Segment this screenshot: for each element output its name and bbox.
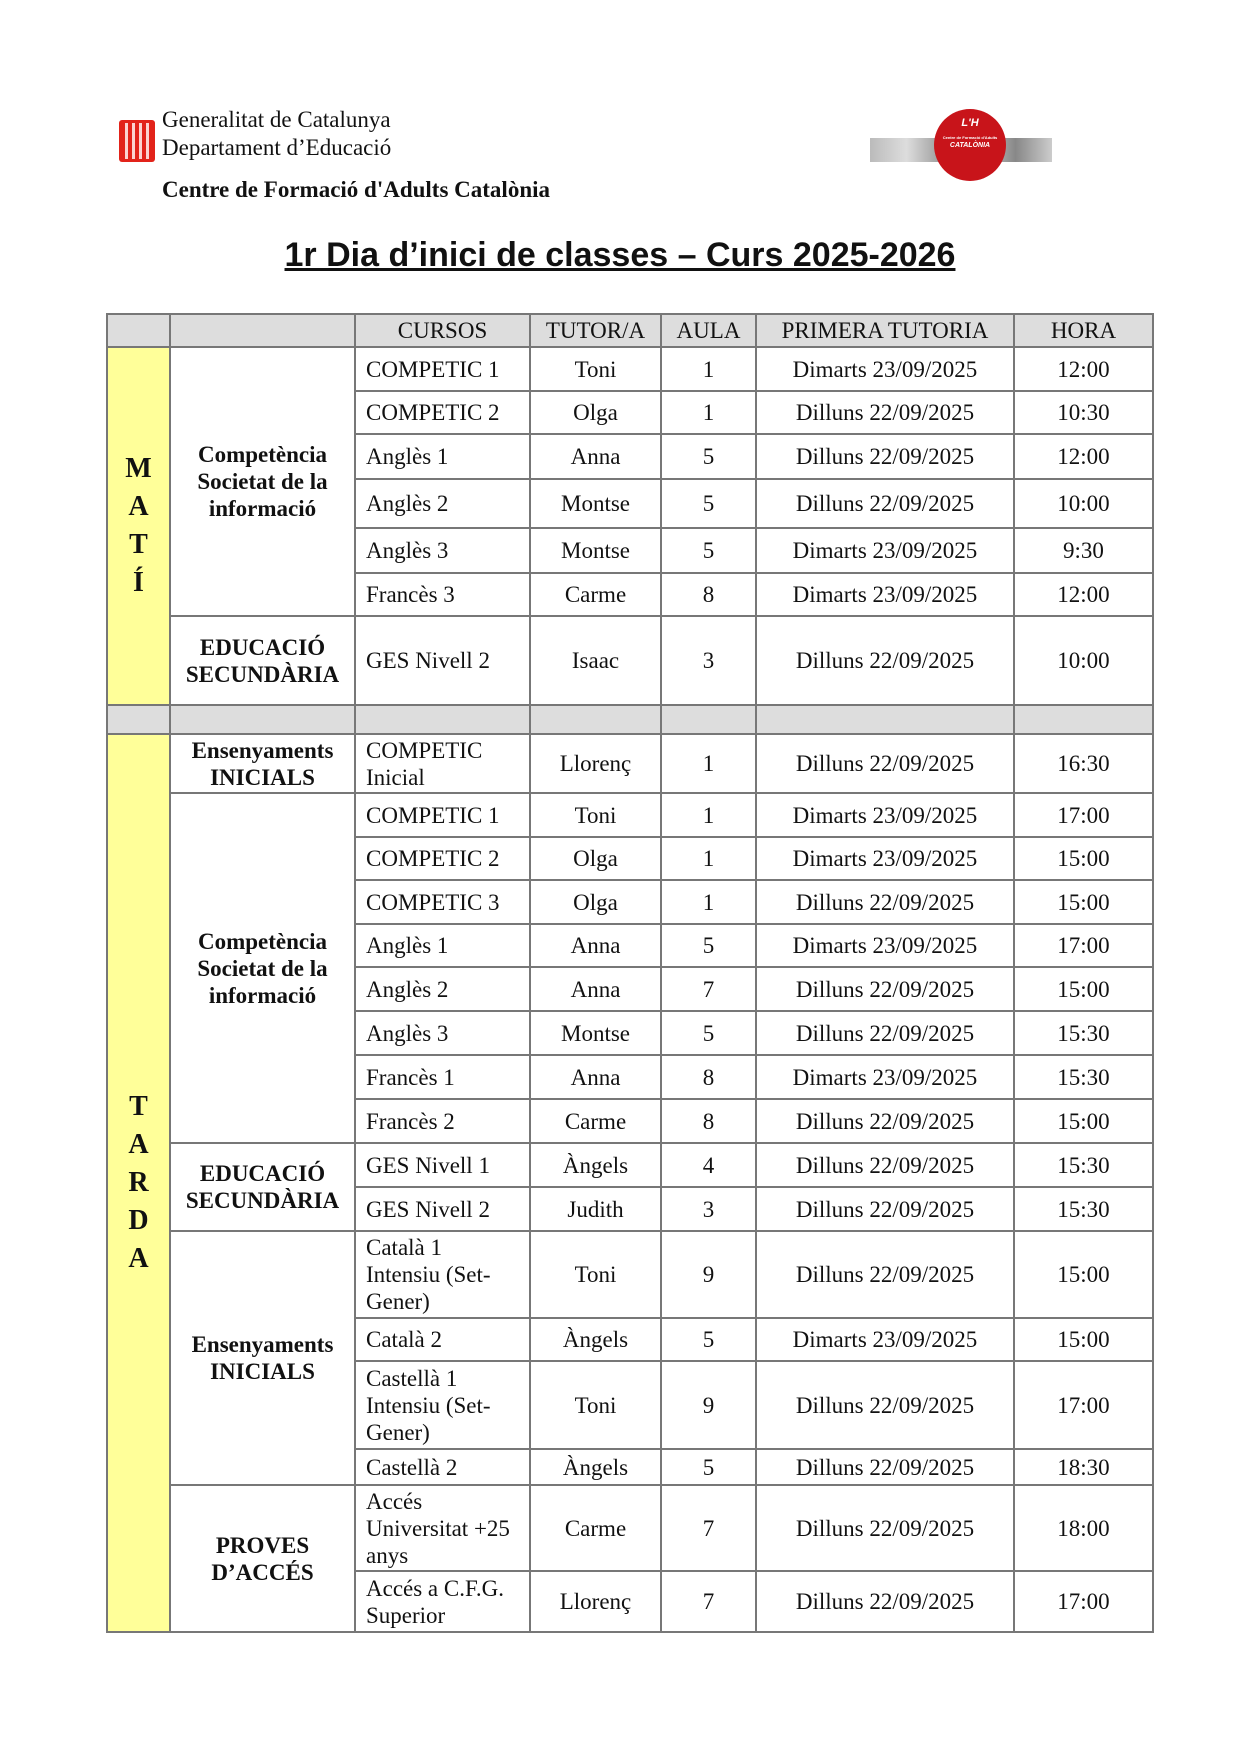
time-cell: 15:00 [1014, 880, 1153, 924]
date-cell: Dilluns 22/09/2025 [756, 1143, 1014, 1187]
date-cell: Dilluns 22/09/2025 [756, 1231, 1014, 1318]
aula-cell: 7 [661, 967, 756, 1011]
course-cell: GES Nivell 2 [355, 616, 530, 705]
header-primera-tutoria: PRIMERA TUTORIA [756, 314, 1014, 347]
tutor-cell: Olga [530, 880, 661, 924]
aula-cell: 5 [661, 1449, 756, 1485]
table-row [107, 1231, 1153, 1318]
separator-cell [1014, 705, 1153, 734]
course-cell: Català 2 [355, 1318, 530, 1361]
tutor-cell: Isaac [530, 616, 661, 705]
time-cell: 10:30 [1014, 391, 1153, 434]
schedule-table [106, 313, 1154, 1633]
time-cell: 12:00 [1014, 434, 1153, 479]
course-cell: Accés Universitat +25 anys [355, 1485, 530, 1571]
table-row [107, 347, 1153, 391]
table-row [107, 616, 1153, 705]
period-cell [107, 347, 170, 705]
tutor-cell: Judith [530, 1187, 661, 1231]
time-cell: 17:00 [1014, 1361, 1153, 1449]
aula-cell: 5 [661, 434, 756, 479]
time-cell: 10:00 [1014, 616, 1153, 705]
tutor-cell: Olga [530, 837, 661, 880]
time-cell: 15:30 [1014, 1143, 1153, 1187]
time-cell: 10:00 [1014, 479, 1153, 528]
date-cell: Dimarts 23/09/2025 [756, 573, 1014, 616]
page-title-text: 1r Dia d’inici de classes – Curs 2025-2026 [284, 236, 956, 274]
tutor-cell: Anna [530, 924, 661, 967]
course-cell: GES Nivell 1 [355, 1143, 530, 1187]
time-cell: 17:00 [1014, 924, 1153, 967]
tutor-cell: Toni [530, 347, 661, 391]
time-cell: 18:00 [1014, 1485, 1153, 1571]
date-cell: Dilluns 22/09/2025 [756, 1187, 1014, 1231]
date-cell: Dilluns 22/09/2025 [756, 479, 1014, 528]
course-cell: Anglès 3 [355, 1011, 530, 1055]
separator-cell [170, 705, 355, 734]
course-cell: COMPETIC 2 [355, 391, 530, 434]
course-cell: COMPETIC 2 [355, 837, 530, 880]
aula-cell: 8 [661, 573, 756, 616]
date-cell: Dilluns 22/09/2025 [756, 1361, 1014, 1449]
course-cell: Anglès 2 [355, 967, 530, 1011]
aula-cell: 5 [661, 479, 756, 528]
separator-cell [355, 705, 530, 734]
tutor-cell: Olga [530, 391, 661, 434]
time-cell: 15:00 [1014, 837, 1153, 880]
period-label: TARDA [128, 1091, 149, 1274]
tutor-cell: Anna [530, 1055, 661, 1099]
time-cell: 15:00 [1014, 1318, 1153, 1361]
date-cell: Dimarts 23/09/2025 [756, 837, 1014, 880]
date-cell: Dimarts 23/09/2025 [756, 347, 1014, 391]
group-label: EDUCACIÓ SECUNDÀRIA [170, 1143, 355, 1231]
group-label: PROVES D’ACCÉS [170, 1485, 355, 1632]
page-title [0, 236, 1240, 275]
separator-cell [756, 705, 1014, 734]
period-cell [107, 734, 170, 1632]
course-cell: Francès 2 [355, 1099, 530, 1143]
table-header-row [107, 314, 1153, 347]
period-label: MATÍ [125, 453, 152, 598]
header-cursos: CURSOS [355, 314, 530, 347]
table-row [107, 793, 1153, 837]
date-cell: Dilluns 22/09/2025 [756, 391, 1014, 434]
aula-cell: 5 [661, 528, 756, 573]
date-cell: Dilluns 22/09/2025 [756, 1099, 1014, 1143]
group-label: Competència Societat de la informació [170, 347, 355, 616]
aula-cell: 4 [661, 1143, 756, 1187]
tutor-cell: Montse [530, 1011, 661, 1055]
date-cell: Dimarts 23/09/2025 [756, 924, 1014, 967]
header-group [170, 314, 355, 347]
course-cell: COMPETIC 3 [355, 880, 530, 924]
course-cell: Accés a C.F.G. Superior [355, 1571, 530, 1632]
time-cell: 18:30 [1014, 1449, 1153, 1485]
separator-row [107, 705, 1153, 734]
date-cell: Dilluns 22/09/2025 [756, 1571, 1014, 1632]
date-cell: Dilluns 22/09/2025 [756, 434, 1014, 479]
date-cell: Dilluns 22/09/2025 [756, 967, 1014, 1011]
time-cell: 15:30 [1014, 1187, 1153, 1231]
aula-cell: 7 [661, 1485, 756, 1571]
tutor-cell: Àngels [530, 1318, 661, 1361]
separator-cell [661, 705, 756, 734]
date-cell: Dimarts 23/09/2025 [756, 1055, 1014, 1099]
table-row [107, 734, 1153, 793]
course-cell: COMPETIC 1 [355, 793, 530, 837]
course-cell: Anglès 1 [355, 434, 530, 479]
time-cell: 15:30 [1014, 1011, 1153, 1055]
table-row [107, 1143, 1153, 1187]
tutor-cell: Toni [530, 1361, 661, 1449]
time-cell: 15:00 [1014, 1099, 1153, 1143]
time-cell: 17:00 [1014, 1571, 1153, 1632]
date-cell: Dimarts 23/09/2025 [756, 1318, 1014, 1361]
course-cell: Castellà 2 [355, 1449, 530, 1485]
course-cell: Francès 3 [355, 573, 530, 616]
time-cell: 16:30 [1014, 734, 1153, 793]
header-period [107, 314, 170, 347]
aula-cell: 5 [661, 1011, 756, 1055]
time-cell: 9:30 [1014, 528, 1153, 573]
group-label: Competència Societat de la informació [170, 793, 355, 1143]
aula-cell: 5 [661, 924, 756, 967]
aula-cell: 9 [661, 1231, 756, 1318]
header-hora: HORA [1014, 314, 1153, 347]
time-cell: 17:00 [1014, 793, 1153, 837]
aula-cell: 9 [661, 1361, 756, 1449]
time-cell: 15:00 [1014, 1231, 1153, 1318]
tutor-cell: Carme [530, 573, 661, 616]
header-line-1: Generalitat de Catalunya [162, 107, 391, 132]
aula-cell: 1 [661, 793, 756, 837]
date-cell: Dilluns 22/09/2025 [756, 1485, 1014, 1571]
table-row [107, 1485, 1153, 1571]
tutor-cell: Anna [530, 434, 661, 479]
course-cell: GES Nivell 2 [355, 1187, 530, 1231]
time-cell: 12:00 [1014, 573, 1153, 616]
header-line-3: Centre de Formació d'Adults Catalònia [162, 177, 551, 202]
course-cell: Anglès 2 [355, 479, 530, 528]
tutor-cell: Àngels [530, 1449, 661, 1485]
aula-cell: 3 [661, 1187, 756, 1231]
aula-cell: 1 [661, 837, 756, 880]
generalitat-logo-icon [119, 120, 155, 162]
aula-cell: 7 [661, 1571, 756, 1632]
separator-cell [107, 705, 170, 734]
aula-cell: 8 [661, 1055, 756, 1099]
course-cell: Anglès 1 [355, 924, 530, 967]
group-label: EDUCACIÓ SECUNDÀRIA [170, 616, 355, 705]
date-cell: Dilluns 22/09/2025 [756, 880, 1014, 924]
tutor-cell: Llorenç [530, 734, 661, 793]
header-tutor: TUTOR/A [530, 314, 661, 347]
date-cell: Dilluns 22/09/2025 [756, 1011, 1014, 1055]
course-cell: Castellà 1 Intensiu (Set-Gener) [355, 1361, 530, 1449]
logo-text-bottom: CATALÒNIA [949, 142, 991, 149]
tutor-cell: Montse [530, 528, 661, 573]
course-cell: Anglès 3 [355, 528, 530, 573]
aula-cell: 1 [661, 734, 756, 793]
aula-cell: 1 [661, 391, 756, 434]
aula-cell: 3 [661, 616, 756, 705]
aula-cell: 8 [661, 1099, 756, 1143]
logo-text-top: L'H [961, 117, 979, 129]
date-cell: Dimarts 23/09/2025 [756, 793, 1014, 837]
group-label: Ensenyaments INICIALS [170, 1231, 355, 1485]
group-label: Ensenyaments INICIALS [170, 734, 355, 793]
aula-cell: 5 [661, 1318, 756, 1361]
tutor-cell: Àngels [530, 1143, 661, 1187]
aula-cell: 1 [661, 347, 756, 391]
school-logo [934, 109, 1006, 181]
tutor-cell: Anna [530, 967, 661, 1011]
date-cell: Dilluns 22/09/2025 [756, 616, 1014, 705]
tutor-cell: Toni [530, 793, 661, 837]
date-cell: Dilluns 22/09/2025 [756, 1449, 1014, 1485]
header-aula: AULA [661, 314, 756, 347]
course-cell: COMPETIC Inicial [355, 734, 530, 793]
tutor-cell: Montse [530, 479, 661, 528]
course-cell: Català 1 Intensiu (Set-Gener) [355, 1231, 530, 1318]
aula-cell: 1 [661, 880, 756, 924]
logo-text-middle: Centre de Formació d'Adults [942, 135, 998, 140]
course-cell: COMPETIC 1 [355, 347, 530, 391]
tutor-cell: Carme [530, 1485, 661, 1571]
header-line-2: Departament d’Educació [162, 135, 392, 160]
course-cell: Francès 1 [355, 1055, 530, 1099]
separator-cell [530, 705, 661, 734]
time-cell: 15:00 [1014, 967, 1153, 1011]
tutor-cell: Toni [530, 1231, 661, 1318]
date-cell: Dilluns 22/09/2025 [756, 734, 1014, 793]
date-cell: Dimarts 23/09/2025 [756, 528, 1014, 573]
time-cell: 15:30 [1014, 1055, 1153, 1099]
tutor-cell: Carme [530, 1099, 661, 1143]
time-cell: 12:00 [1014, 347, 1153, 391]
tutor-cell: Llorenç [530, 1571, 661, 1632]
